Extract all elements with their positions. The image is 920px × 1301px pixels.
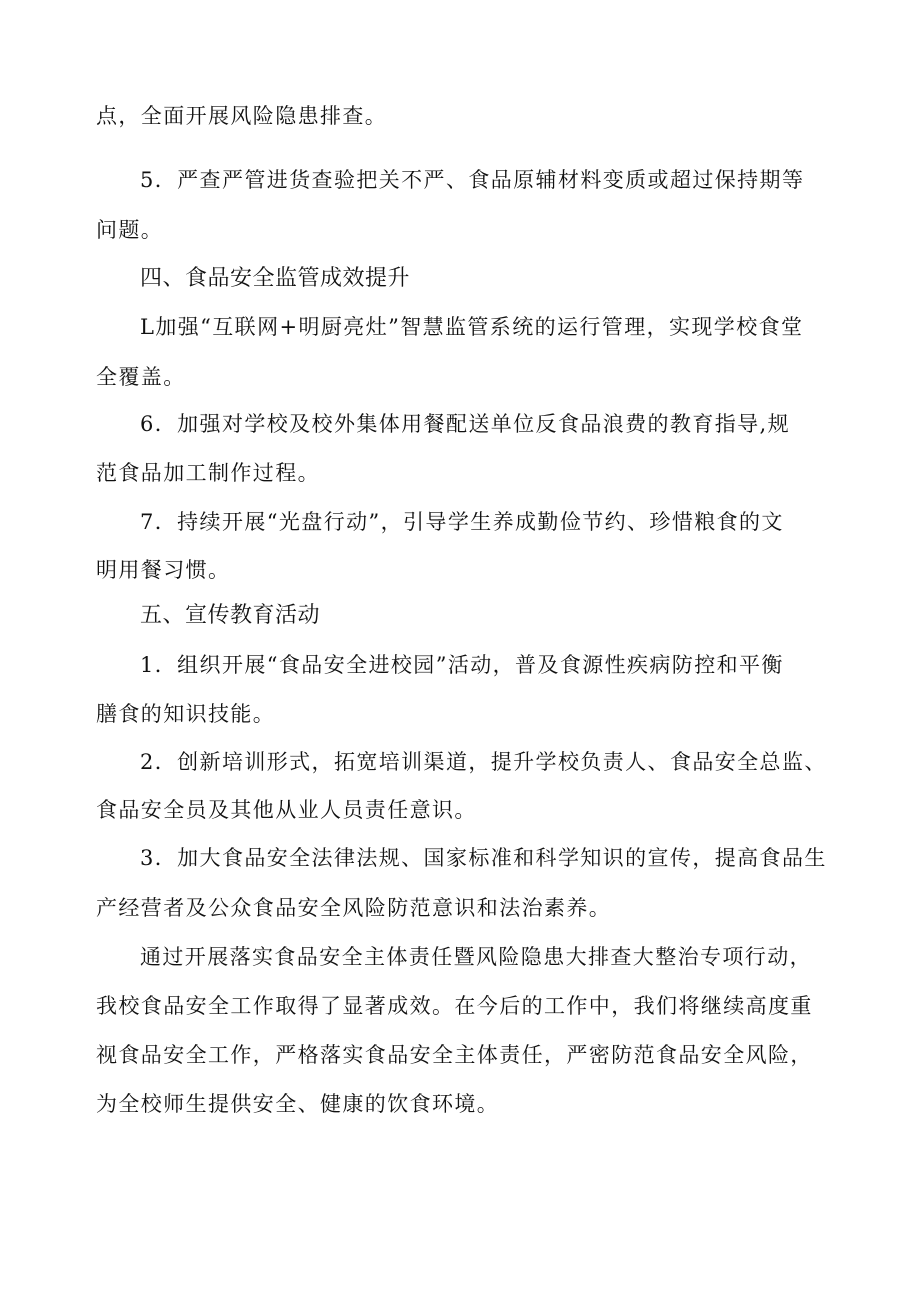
body-line: 为全校师生提供安全、健康的饮食环境。 (96, 1092, 500, 1116)
body-line: 点，全面开展风险隐患排查。 (96, 104, 388, 128)
body-line: 视食品安全工作，严格落实食品安全主体责任，严密防范食品安全风险， (96, 1043, 813, 1067)
list-item-line: 5．严查严管进货查验把关不严、食品原辅材料变质或超过保持期等 (140, 168, 805, 192)
list-item-line: 产经营者及公众食品安全风险防范意识和法治素养。 (96, 896, 612, 920)
list-item-line: 1．组织开展“食品安全进校园”活动，普及食源性疾病防控和平衡 (140, 653, 784, 677)
section-heading: 五、宣传教育活动 (140, 603, 321, 628)
list-item-line: 全覆盖。 (96, 365, 186, 389)
list-item-line: 范食品加工制作过程。 (96, 461, 320, 485)
list-item-line: 问题。 (96, 218, 164, 242)
section-heading: 四、食品安全监管成效提升 (140, 266, 411, 291)
list-item-line: 食品安全员及其他从业人员责任意识。 (96, 798, 477, 822)
list-item-line: L加强“互联网+明厨亮灶”智慧监管系统的运行管理，实现学校食堂 (140, 315, 804, 339)
list-item-line: 2．创新培训形式，拓宽培训渠道，提升学校负责人、食品安全总监、 (140, 750, 827, 774)
body-line: 我校食品安全工作取得了显著成效。在今后的工作中，我们将继续高度重 (96, 994, 813, 1018)
list-item-line: 明用餐习惯。 (96, 558, 231, 582)
list-item-line: 7．持续开展“光盘行动”，引导学生养成勤俭节约、珍惜粮食的文 (140, 510, 784, 534)
list-item-line: 6．加强对学校及校外集体用餐配送单位反食品浪费的教育指导,规 (140, 412, 791, 436)
body-line: 通过开展落实食品安全主体责任暨风险隐患大排查大整治专项行动， (140, 945, 812, 969)
list-item-line: 膳食的知识技能。 (96, 702, 276, 726)
list-item-line: 3．加大食品安全法律法规、国家标准和科学知识的宣传，提高食品生 (140, 846, 827, 870)
